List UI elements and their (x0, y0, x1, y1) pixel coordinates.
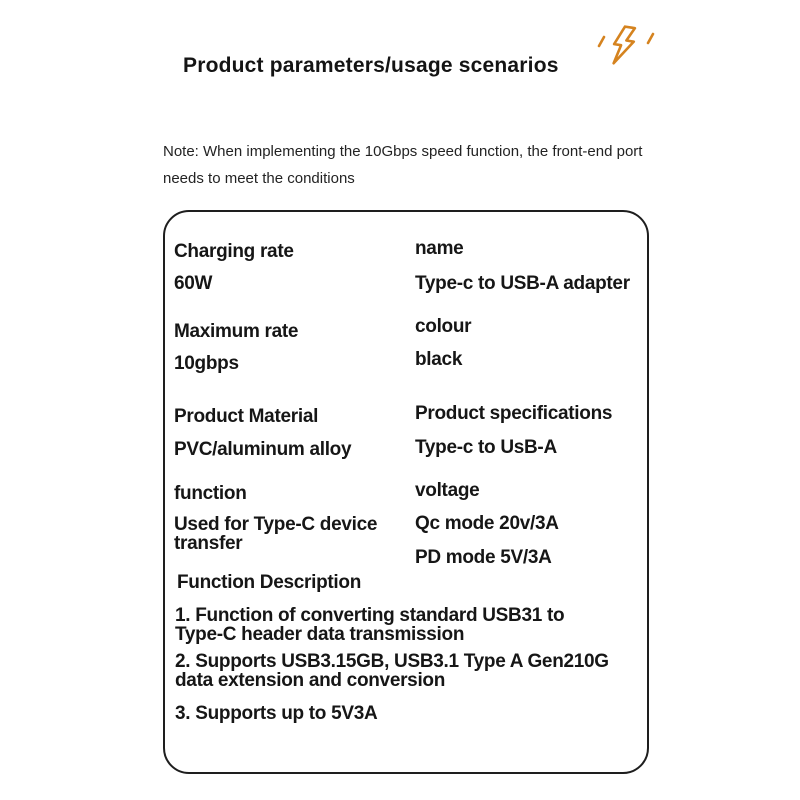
spec-value-product-material: PVC/aluminum alloy (174, 439, 352, 460)
spec-value-function-line-2: transfer (174, 533, 243, 554)
note-line-2: needs to meet the conditions (163, 170, 355, 187)
function-description-item-1 (175, 606, 564, 644)
function-description-heading: Function Description (177, 572, 362, 593)
spec-label-voltage: voltage (415, 480, 480, 501)
spec-value-voltage-qc: Qc mode 20v/3A (415, 513, 559, 534)
fd-item-1-line-2: Type-C header data transmission (175, 624, 465, 645)
spec-label-charging-rate: Charging rate (174, 241, 294, 262)
lightning-slash-right (648, 34, 653, 43)
function-description-item-3 (175, 704, 377, 723)
fd-item-3-line-1: 3. Supports up to 5V3A (175, 703, 378, 724)
lightning-slash-left (599, 37, 604, 46)
fd-item-1-line-1: 1. Function of converting standard USB31 to (175, 605, 565, 626)
spec-label-maximum-rate: Maximum rate (174, 321, 299, 342)
spec-value-function-line-1: Used for Type-C device (174, 514, 378, 535)
function-description-item-2 (175, 652, 609, 690)
fd-item-2-line-1: 2. Supports USB3.15GB, USB3.1 Type A Gen210G (175, 651, 609, 672)
spec-value-maximum-rate: 10gbps (174, 353, 239, 374)
spec-value-colour: black (415, 349, 463, 370)
spec-value-charging-rate: 60W (174, 273, 213, 294)
spec-value-name: Type-c to USB-A adapter (415, 273, 630, 294)
spec-label-product-material: Product Material (174, 406, 319, 427)
note-text (163, 138, 693, 192)
spec-value-voltage-pd: PD mode 5V/3A (415, 547, 552, 568)
lightning-bolt-icon (592, 24, 660, 70)
spec-label-name: name (415, 238, 464, 259)
fd-item-2-line-2: data extension and conversion (175, 670, 446, 691)
spec-value-function (174, 515, 414, 553)
spec-label-function: function (174, 483, 247, 504)
spec-value-product-specifications: Type-c to UsB-A (415, 437, 557, 458)
spec-box (163, 210, 649, 774)
page-title: Product parameters/usage scenarios (183, 54, 559, 77)
spec-label-product-specifications: Product specifications (415, 403, 613, 424)
lightning-bolt-shape (611, 25, 636, 66)
spec-label-colour: colour (415, 316, 472, 337)
note-line-1: Note: When implementing the 10Gbps speed function, the front-end port (163, 143, 643, 160)
